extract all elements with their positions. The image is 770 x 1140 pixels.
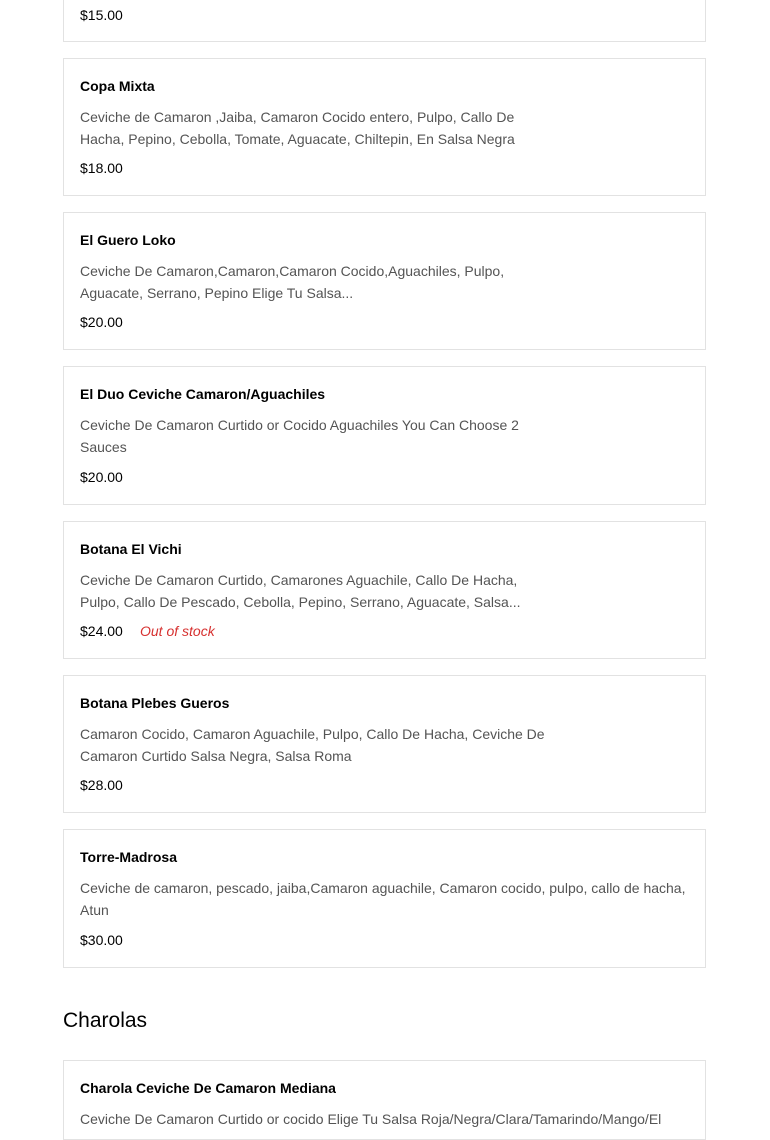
item-description: Ceviche De Camaron Curtido or Cocido Aguachiles You Can Choose 2 Sauces	[80, 417, 519, 455]
item-description: Ceviche De Camaron,Camaron,Camaron Cocido,Aguachiles, Pulpo, Aguacate, Serrano, Pepino Elige Tu Salsa...	[80, 263, 505, 301]
item-name: Copa Mixta	[80, 78, 155, 94]
item-price: $18.00	[80, 160, 123, 176]
menu-item-card[interactable]	[63, 212, 706, 350]
item-description: Ceviche De Camaron Curtido or cocido Elige Tu Salsa Roja/Negra/Clara/Tamarindo/Mango/El	[80, 1111, 662, 1127]
menu-item-card[interactable]	[63, 1060, 706, 1140]
item-name: Torre-Madrosa	[80, 849, 177, 865]
item-name: Botana Plebes Gueros	[80, 695, 230, 711]
item-description: Camaron Cocido, Camaron Aguachile, Pulpo, Callo De Hacha, Ceviche De Camaron Curtido Salsa Negra, Salsa Roma	[80, 726, 545, 764]
menu-item-card[interactable]	[63, 0, 706, 42]
item-description: Ceviche De Camaron Curtido, Camarones Aguachile, Callo De Hacha, Pulpo, Callo De Pescado, Cebolla, Pepino, Serrano, Aguacate, Salsa...	[80, 572, 521, 610]
item-name: Charola Ceviche De Camaron Mediana	[80, 1080, 336, 1096]
menu-item-card[interactable]	[63, 366, 706, 505]
item-name: Botana El Vichi	[80, 541, 182, 557]
item-price: $20.00	[80, 314, 123, 330]
item-price: $28.00	[80, 777, 123, 793]
item-description: Ceviche de Camaron ,Jaiba, Camaron Cocido entero, Pulpo, Callo De Hacha, Pepino, Cebolla, Tomate, Aguacate, Chiltepin, En Salsa Negra	[80, 109, 515, 147]
item-name: El Duo Ceviche Camaron/Aguachiles	[80, 386, 326, 402]
item-name: El Guero Loko	[80, 232, 176, 248]
item-price: $15.00	[80, 7, 123, 23]
menu-item-card[interactable]	[63, 58, 706, 196]
item-description: Ceviche de camaron, pescado, jaiba,Camaron aguachile, Camaron cocido, pulpo, callo de hacha, Atun	[80, 880, 686, 918]
menu-item-card[interactable]	[63, 675, 706, 813]
item-price: $20.00	[80, 469, 123, 485]
section-title: Charolas	[63, 1009, 148, 1032]
item-price: $24.00	[80, 623, 123, 639]
menu-item-card[interactable]	[63, 521, 706, 659]
item-price: $30.00	[80, 932, 123, 948]
menu-item-card[interactable]	[63, 829, 706, 968]
out-of-stock-label: Out of stock	[140, 623, 215, 639]
